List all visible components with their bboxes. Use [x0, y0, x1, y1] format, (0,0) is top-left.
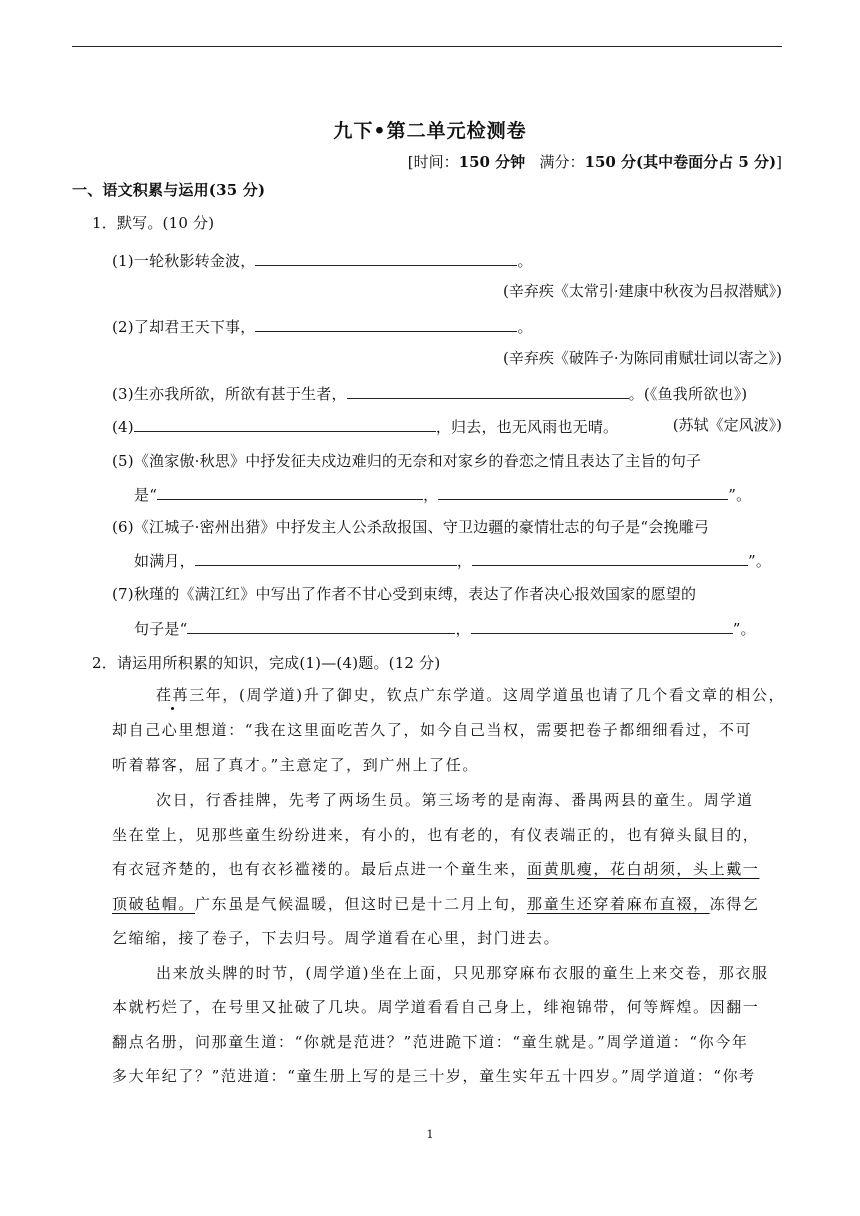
q1-item-2-pre: (2)了却君王天下事， — [112, 318, 256, 336]
answer-blank[interactable] — [255, 315, 517, 332]
passage-p3-line-3: 翻点名册，问那童生道：“你就是范进？”范进跪下道：“童生就是。”周学道道：“你今年 — [112, 1033, 749, 1051]
passage-p3-line-1: 出来放头牌的时节，(周学道)坐在上面，只见那穿麻布衣服的童生上来交卷，那衣服 — [156, 964, 769, 982]
exam-info — [408, 152, 782, 172]
q1-item-6-open: 如满月， — [134, 552, 195, 570]
score-label: 满分： — [539, 153, 585, 171]
q1-item-4 — [112, 415, 618, 437]
passage-p2-line-5: 乞缩缩，接了卷子，下去归号。周学道看在心里，封门进去。 — [112, 929, 561, 947]
q1-item-7-line-2 — [134, 617, 756, 639]
q1-item-4-pre: (4) — [112, 418, 134, 436]
answer-blank[interactable] — [255, 249, 517, 266]
q1-item-3 — [112, 382, 747, 404]
passage-text: 有衣冠齐楚的，也有衣衫褴褛的。最后点进一个童生来， — [112, 860, 528, 878]
q1-item-5-line-2 — [134, 483, 751, 505]
passage-p3-line-4: 多大年纪了？”范进道：“童生册上写的是三十岁，童生实年五十四岁。”周学道道：“你考 — [112, 1067, 756, 1085]
passage-p1-line-2: 却自己心里想道：“我在这里面吃苦久了，如今自己当权，需要把卷子都细细看过，不可 — [112, 721, 753, 739]
page-number: 1 — [426, 1128, 434, 1141]
question-2-stem: 2．请运用所积累的知识，完成(1)—(4)题。(12 分) — [92, 654, 441, 672]
q1-item-5-line-1: (5)《渔家傲·秋思》中抒发征夫戍边难归的无奈和对家乡的眷恋之情且表达了主旨的句子 — [112, 452, 702, 470]
underlined-phrase: 那童生还穿着麻布直裰， — [527, 895, 710, 913]
score-value: 150 分(其中卷面分占 5 分) — [584, 153, 777, 171]
q1-item-5-close: ”。 — [728, 486, 752, 504]
q1-item-6-line-1: (6)《江城子·密州出猎》中抒发主人公杀敌报国、守卫边疆的豪情壮志的句子是“会挽雕弓 — [112, 518, 710, 536]
header-rule — [72, 46, 782, 47]
passage-p2-line-2: 坐在堂上，见那些童生纷纷进来，有小的，也有老的，有仪表端正的，也有獐头鼠目的， — [112, 826, 760, 844]
passage-p2-line-4 — [112, 894, 759, 914]
q1-item-4-source: (苏轼《定风波》) — [672, 416, 782, 434]
underlined-phrase: 顶破毡帽。 — [112, 895, 196, 913]
passage-text: 冻得乞 — [709, 895, 760, 913]
q1-item-1-pre: (1)一轮秋影转金波， — [112, 252, 256, 270]
section-heading: 一、语文积累与运用(35 分) — [72, 181, 266, 199]
q1-item-6-close: ”。 — [748, 552, 772, 570]
passage-p1-line-1 — [156, 685, 785, 705]
q1-item-6-comma: ， — [456, 552, 473, 570]
q1-item-1-source: (辛弃疾《太常引·建康中秋夜为吕叔潜赋》) — [503, 282, 782, 300]
q1-item-2-post: 。 — [517, 318, 533, 336]
q1-item-7-line-1: (7)秋瑾的《满江红》中写出了作者不甘心受到束缚，表达了作者决心报效国家的愿望的 — [112, 585, 697, 603]
q1-item-5-open: 是“ — [134, 486, 158, 504]
answer-blank[interactable] — [195, 549, 457, 566]
q1-item-1-post: 。 — [517, 252, 533, 270]
answer-blank[interactable] — [157, 483, 423, 500]
answer-blank[interactable] — [472, 549, 748, 566]
answer-blank[interactable] — [187, 617, 455, 634]
passage-p2-line-1: 次日，行香挂牌，先考了两场生员。第三场考的是南海、番禺两县的童生。周学道 — [156, 791, 754, 809]
question-1-stem: 1．默写。(10 分) — [92, 214, 215, 232]
passage-text: 三年，(周学道)升了御史，钦点广东学道。这周学道虽也请了几个看文章的相公， — [189, 686, 786, 704]
passage-p1-line-3: 听着幕客，屈了真才。”主意定了，到广州上了任。 — [112, 756, 479, 774]
q1-item-6-line-2 — [134, 549, 771, 571]
answer-blank[interactable] — [347, 382, 629, 399]
q1-item-5-comma: ， — [423, 486, 439, 504]
q1-item-1 — [112, 249, 533, 271]
passage-p3-line-2: 本就朽烂了，在号里又扯破了几块。周学道看看自己身上，绯袍锦带，何等辉煌。因翻一 — [112, 998, 760, 1016]
q1-item-7-comma: ， — [455, 620, 471, 638]
underlined-phrase: 面黄肌瘦，花白胡须，头上戴一 — [527, 860, 760, 878]
q1-item-2-source: (辛弃疾《破阵子·为陈同甫赋壮词以寄之》) — [503, 349, 782, 367]
passage-p2-line-3 — [112, 859, 759, 879]
q1-item-3-pre: (3)生亦我所欲，所欲有甚于生者， — [112, 385, 347, 403]
answer-blank[interactable] — [134, 415, 436, 432]
q1-item-3-post: 。(《鱼我所欲也》) — [628, 385, 748, 403]
q1-item-7-open: 句子是“ — [134, 620, 188, 638]
answer-blank[interactable] — [438, 483, 728, 500]
q1-item-4-post: ，归去，也无风雨也无晴。 — [435, 418, 619, 436]
info-close: ] — [776, 153, 782, 171]
answer-blank[interactable] — [471, 617, 733, 634]
q1-item-7-close: ”。 — [732, 620, 756, 638]
emphasis-dot-text: 荏苒 — [156, 686, 190, 704]
passage-text: 广东虽是气候温暖，但这时已是十二月上旬， — [195, 895, 528, 913]
time-label: [时间： — [407, 153, 459, 171]
time-value: 150 分钟 — [458, 153, 526, 171]
q1-item-2 — [112, 315, 533, 337]
exam-title: 九下•第二单元检测卷 — [333, 120, 527, 142]
